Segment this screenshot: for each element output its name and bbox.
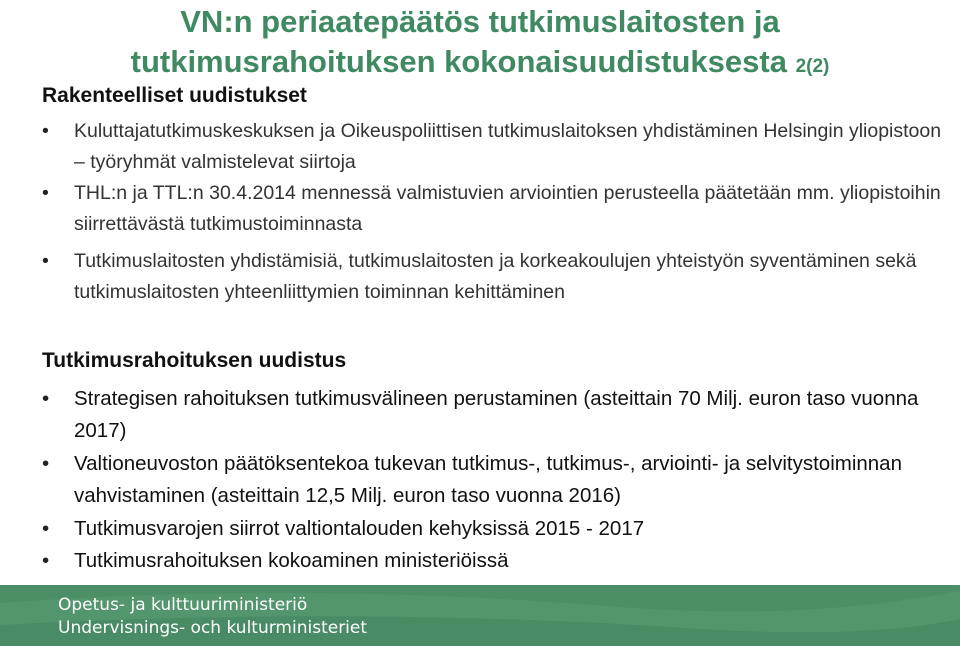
list-item-text: THL:n ja TTL:n 30.4.2014 mennessä valmistuvien arviointien perusteella päätetään mm. yliopistoihin siirrettävästä tutkimustoiminnasta bbox=[74, 182, 941, 235]
list-item-text: Tutkimusvarojen siirrot valtiontalouden kehyksissä 2015 - 2017 bbox=[74, 517, 645, 540]
list-item bbox=[42, 448, 922, 511]
section-heading-structural: Rakenteelliset uudistukset bbox=[42, 84, 307, 107]
list-item bbox=[42, 246, 942, 308]
footer-banner bbox=[0, 585, 960, 646]
ministry-name-swedish: Undervisnings- och kulturministeriet bbox=[58, 618, 368, 638]
list-item bbox=[42, 178, 942, 240]
bullet-icon: • bbox=[42, 387, 50, 410]
bullet-icon: • bbox=[42, 250, 49, 272]
list-item-text: Kuluttajatutkimuskeskuksen ja Oikeuspoliittisen tutkimuslaitoksen yhdistäminen Helsingin yliopistoon – työryhmät valmistelevat siirtoja bbox=[74, 120, 942, 173]
list-item bbox=[42, 513, 922, 545]
structural-reforms-list bbox=[42, 116, 942, 308]
bullet-icon: • bbox=[42, 517, 50, 540]
list-item-text: Strategisen rahoituksen tutkimusvälineen perustaminen (asteittain 70 Milj. euron taso vuonna 2017) bbox=[74, 387, 919, 442]
title-line-1: VN:n periaatepäätös tutkimuslaitosten ja bbox=[180, 4, 780, 39]
section-heading-funding: Tutkimusrahoituksen uudistus bbox=[42, 349, 347, 372]
funding-reform-list bbox=[42, 383, 922, 576]
bullet-icon: • bbox=[42, 182, 49, 204]
ministry-name-finnish: Opetus- ja kulttuuriministeriö bbox=[58, 595, 308, 615]
list-item bbox=[42, 116, 942, 178]
list-item-text: Tutkimusrahoituksen kokoaminen ministeriöissä bbox=[74, 548, 509, 572]
list-item-text: Valtioneuvoston päätöksentekoa tukevan tutkimus-, tutkimus-, arviointi- ja selvitystoiminnan vahvistaminen (asteittain 12,5 Milj. euron taso vuonna 2016) bbox=[74, 452, 902, 507]
list-item-text: Tutkimuslaitosten yhdistämisiä, tutkimuslaitosten ja korkeakoulujen yhteistyön syventäminen sekä tutkimuslaitosten yhteenliittymien toiminnan kehittäminen bbox=[74, 250, 917, 303]
title-line-2-text: tutkimusrahoituksen kokonaisuudistuksesta bbox=[130, 44, 787, 79]
slide-title bbox=[0, 2, 960, 87]
bullet-icon: • bbox=[42, 120, 49, 142]
title-line-2 bbox=[0, 42, 960, 87]
title-page-suffix: 2(2) bbox=[795, 56, 830, 77]
list-item bbox=[42, 383, 922, 446]
list-item bbox=[42, 545, 922, 577]
bullet-icon: • bbox=[42, 452, 50, 475]
bullet-icon: • bbox=[42, 548, 50, 572]
